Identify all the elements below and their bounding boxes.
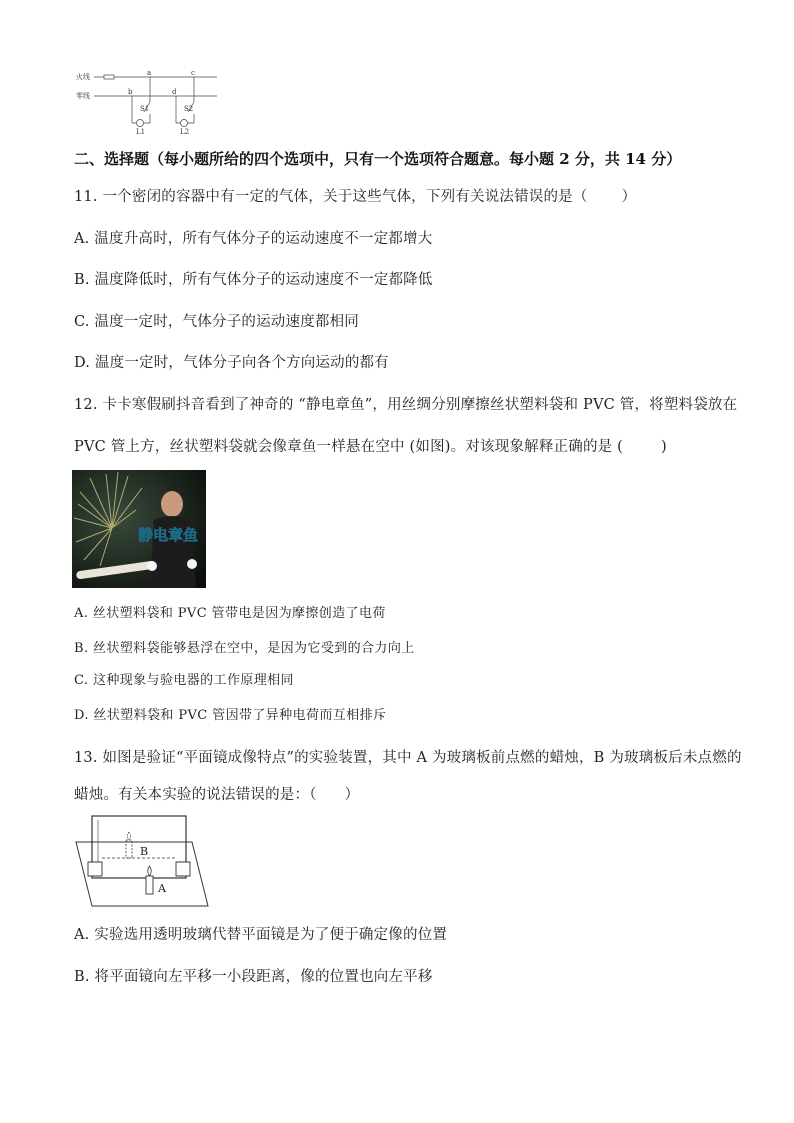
question-12-option-d: D. 丝状塑料袋和 PVC 管因带了异种电荷而互相排斥 (74, 708, 387, 723)
point-b-label: b (128, 88, 133, 96)
section-title: 二、选择题（每小题所给的四个选项中，只有一个选项符合题意。每小题 2 分，共 14 分） (74, 150, 682, 168)
point-d-label: d (172, 88, 177, 96)
question-13-paren: ） (344, 787, 360, 803)
question-12-stem-line1: 12. 卡卡寒假刷抖音看到了神奇的 “静电章鱼”，用丝绸分别摩擦丝状塑料袋和 PVC 管，将塑料袋放在 (74, 397, 738, 413)
question-11-option-c: C. 温度一定时，气体分子的运动速度都相同 (74, 314, 359, 330)
live-wire-label: 火线 (76, 73, 90, 81)
question-11-text: 11. 一个密闭的容器中有一定的气体，关于这些气体，下列有关说法错误的是（ (74, 189, 588, 205)
point-a-label: a (147, 69, 152, 77)
question-13-text: 蜡烛。有关本实验的说法错误的是：（ (74, 787, 317, 803)
lamp2-icon (181, 120, 188, 127)
question-12-option-a: A. 丝状塑料袋和 PVC 管带电是因为摩擦创造了电荷 (74, 606, 386, 621)
lamp1-label: L1 (136, 128, 146, 136)
fuse-icon (104, 75, 114, 79)
point-c-label: c (191, 69, 195, 77)
static-octopus-photo (72, 470, 206, 588)
question-13-stem-line1: 13. 如图是验证“平面镜成像特点”的实验装置，其中 A 为玻璃板前点燃的蜡烛，B 为玻璃板后未点燃的 (74, 750, 742, 766)
question-12-stem-line2 (74, 437, 667, 457)
question-12-text: PVC 管上方，丝状塑料袋就会像章鱼一样悬在空中 (如图)。对该现象解释正确的是 ( (74, 439, 624, 455)
question-12-option-c: C. 这种现象与验电器的工作原理相同 (74, 673, 294, 688)
question-11-paren: ） (621, 189, 637, 205)
circuit-diagram (74, 68, 224, 138)
plane-mirror-diagram (70, 812, 210, 912)
question-13-stem-line2 (74, 785, 359, 805)
lamp2-label: L2 (180, 128, 190, 136)
question-11-option-d: D. 温度一定时，气体分子向各个方向运动的都有 (74, 355, 389, 371)
candle-a-label: A (158, 882, 166, 895)
switch2-label: S2 (184, 105, 194, 113)
candle-b-label: B (140, 845, 149, 858)
question-12-paren: ) (661, 439, 667, 455)
lamp1-icon (137, 120, 144, 127)
question-11-stem (74, 187, 636, 207)
switch1-label: S1 (140, 105, 150, 113)
question-12-option-b: B. 丝状塑料袋能够悬浮在空中，是因为它受到的合力向上 (74, 641, 415, 656)
question-11-option-a: A. 温度升高时，所有气体分子的运动速度不一定都增大 (74, 231, 433, 247)
question-11-option-b: B. 温度降低时，所有气体分子的运动速度不一定都降低 (74, 272, 433, 288)
question-13-option-a: A. 实验选用透明玻璃代替平面镜是为了便于确定像的位置 (74, 927, 448, 943)
neutral-wire-label: 零线 (76, 92, 90, 100)
photo-caption: 静电章鱼 (138, 526, 199, 544)
question-13-option-b: B. 将平面镜向左平移一小段距离，像的位置也向左平移 (74, 969, 433, 985)
